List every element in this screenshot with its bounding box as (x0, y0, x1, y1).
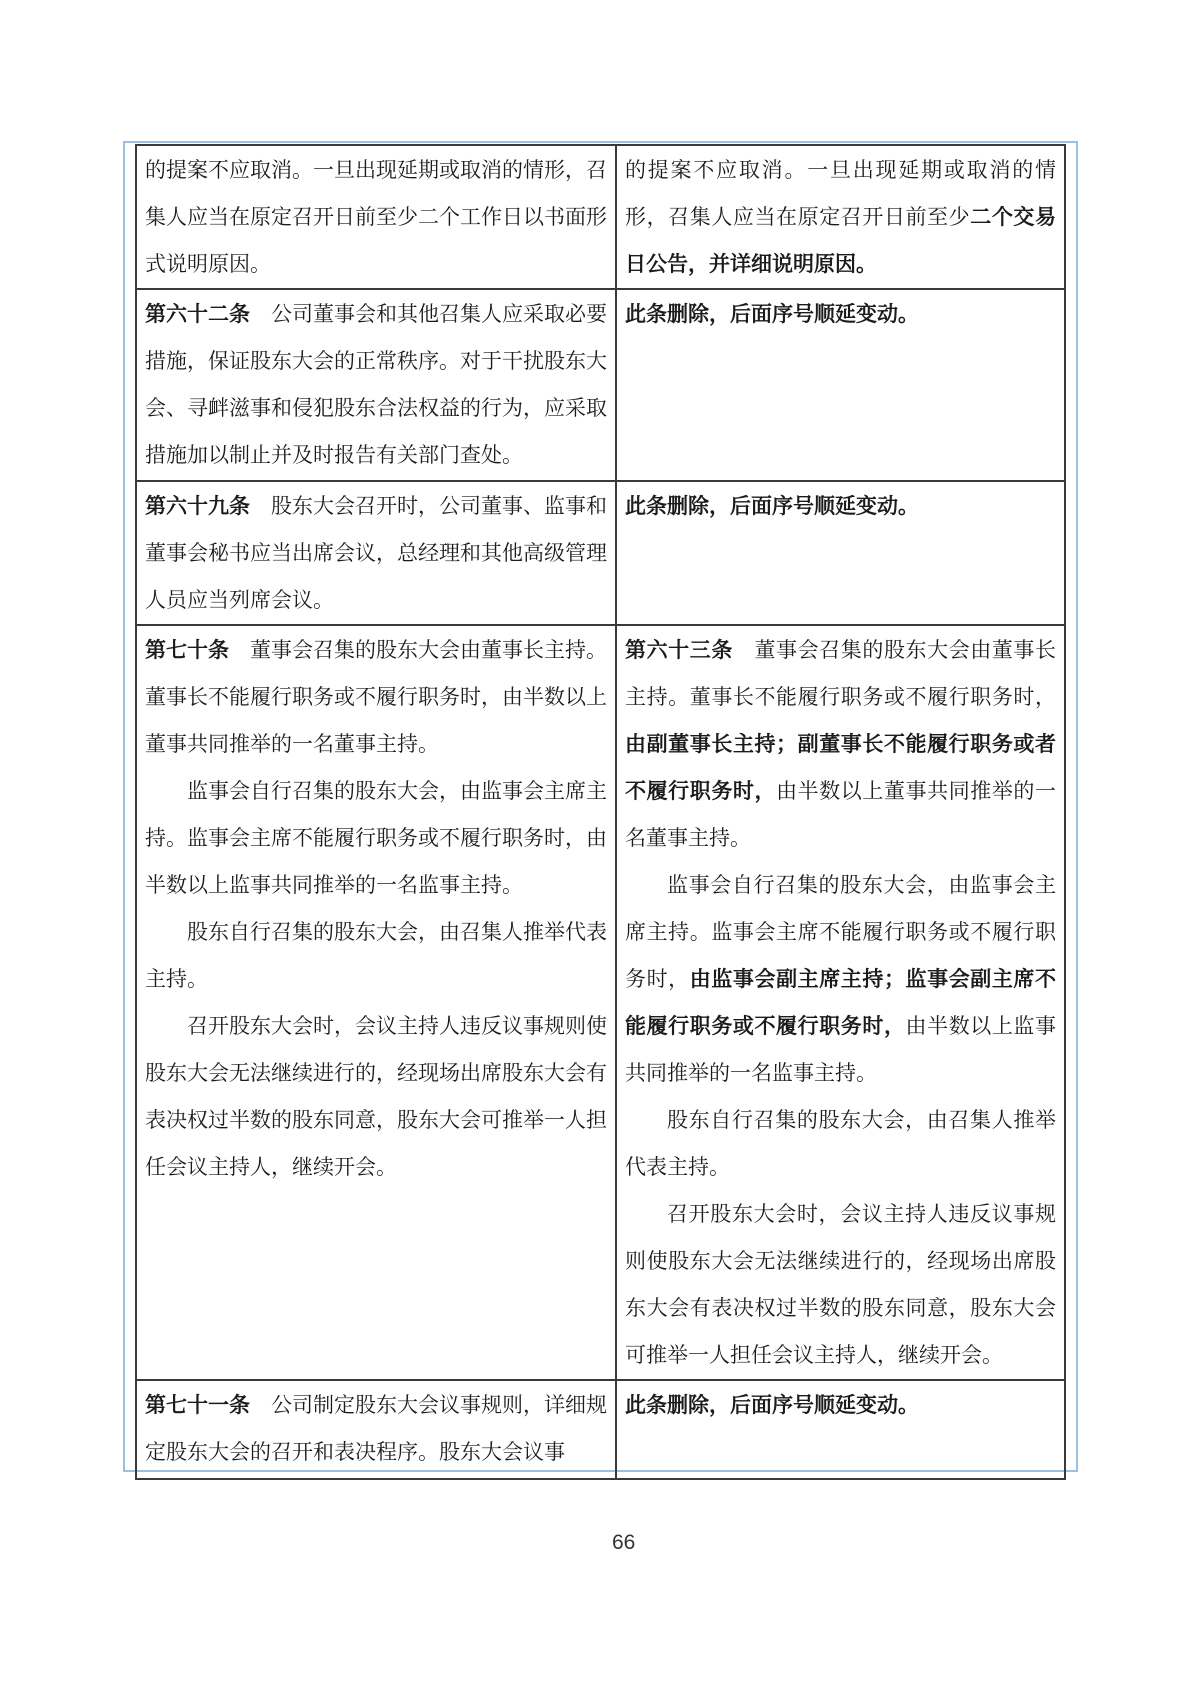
text-run: 的提案不应取消。一旦出现延期或取消的情形，召集人应当在原定召开日前至少二个工作日以书面形式说明原因。 (145, 158, 607, 276)
bold-text-run: 此条删除，后面序号顺延变动。 (625, 1393, 919, 1417)
table-outer-frame (123, 141, 1078, 1472)
text-run: 由半数以上监事共同推举的一名监事主持。 (625, 1014, 1057, 1085)
original-text-cell (136, 481, 616, 625)
paragraph (145, 768, 607, 909)
bold-text-run: 第七十一条 (145, 1393, 250, 1417)
amended-text-cell (616, 1380, 1065, 1479)
table-row (136, 481, 1065, 625)
amended-text-cell (616, 625, 1065, 1380)
text-run: 的提案不应取消。一旦出现延期或取消的情形，召集人应当在原定召开日前至少 (625, 158, 1056, 229)
bold-text-run: 由副董事长主持；副董事长不能履行职务或者不履行职务时， (625, 732, 1056, 803)
amendment-comparison-table (135, 144, 1066, 1480)
paragraph (625, 1097, 1056, 1191)
paragraph (625, 862, 1056, 1097)
bold-text-run: 此条删除，后面序号顺延变动。 (625, 494, 919, 518)
text-run: 股东自行召集的股东大会，由召集人推举代表主持。 (625, 1108, 1056, 1179)
paragraph (145, 1003, 607, 1191)
text-run: 监事会自行召集的股东大会，由监事会主席主持。监事会主席不能履行职务或不履行职务时， (625, 873, 1056, 991)
original-text-cell (136, 625, 616, 1380)
paragraph (145, 627, 607, 768)
bold-text-run: 第六十九条 (145, 494, 250, 518)
page-number: 66 (612, 1531, 636, 1554)
text-run: 公司制定股东大会议事规则，详细规定股东大会的召开和表决程序。股东大会议事 (145, 1393, 607, 1464)
text-run: 股东自行召集的股东大会，由召集人推举代表主持。 (145, 920, 607, 991)
bold-text-run: 第六十三条 (625, 638, 733, 662)
paragraph (145, 1382, 607, 1476)
amended-text-cell (616, 289, 1065, 481)
table-body (136, 145, 1065, 1479)
amended-text-cell (616, 481, 1065, 625)
paragraph (145, 147, 607, 288)
text-run: 董事会召集的股东大会由董事长主持。董事长不能履行职务或不履行职务时， (625, 638, 1057, 709)
original-text-cell (136, 145, 616, 289)
paragraph (145, 291, 607, 479)
paragraph (145, 909, 607, 1003)
bold-text-run: 此条删除，后面序号顺延变动。 (625, 302, 919, 326)
table-row (136, 145, 1065, 289)
paragraph (145, 483, 607, 624)
text-run: 公司董事会和其他召集人应采取必要措施，保证股东大会的正常秩序。对于干扰股东大会、寻衅滋事和侵犯股东合法权益的行为，应采取措施加以制止并及时报告有关部门查处。 (145, 302, 607, 467)
amended-text-cell (616, 145, 1065, 289)
text-run: 董事会召集的股东大会由董事长主持。董事长不能履行职务或不履行职务时，由半数以上董事共同推举的一名董事主持。 (145, 638, 607, 756)
text-run: 由半数以上董事共同推举的一名董事主持。 (625, 779, 1057, 850)
paragraph (625, 147, 1056, 288)
table-row (136, 625, 1065, 1380)
bold-text-run: 第六十二条 (145, 302, 250, 326)
bold-text-run: 二个交易日公告，并详细说明原因。 (625, 205, 1057, 276)
paragraph (625, 1191, 1056, 1379)
paragraph (625, 627, 1056, 862)
original-text-cell (136, 289, 616, 481)
table-row (136, 289, 1065, 481)
paragraph (625, 291, 1056, 338)
table-row (136, 1380, 1065, 1479)
bold-text-run: 由监事会副主席主持；监事会副主席不能履行职务或不履行职务时， (625, 967, 1057, 1038)
bold-text-run: 第七十条 (145, 638, 229, 662)
text-run: 监事会自行召集的股东大会，由监事会主席主持。监事会主席不能履行职务或不履行职务时，由半数以上监事共同推举的一名监事主持。 (145, 779, 607, 897)
text-run: 股东大会召开时，公司董事、监事和董事会秘书应当出席会议，总经理和其他高级管理人员应当列席会议。 (145, 494, 607, 612)
paragraph (625, 1382, 1056, 1429)
paragraph (625, 483, 1056, 530)
text-run: 召开股东大会时，会议主持人违反议事规则使股东大会无法继续进行的，经现场出席股东大会有表决权过半数的股东同意，股东大会可推举一人担任会议主持人，继续开会。 (625, 1202, 1056, 1367)
text-run: 召开股东大会时，会议主持人违反议事规则使股东大会无法继续进行的，经现场出席股东大会有表决权过半数的股东同意，股东大会可推举一人担任会议主持人，继续开会。 (145, 1014, 607, 1179)
original-text-cell (136, 1380, 616, 1479)
